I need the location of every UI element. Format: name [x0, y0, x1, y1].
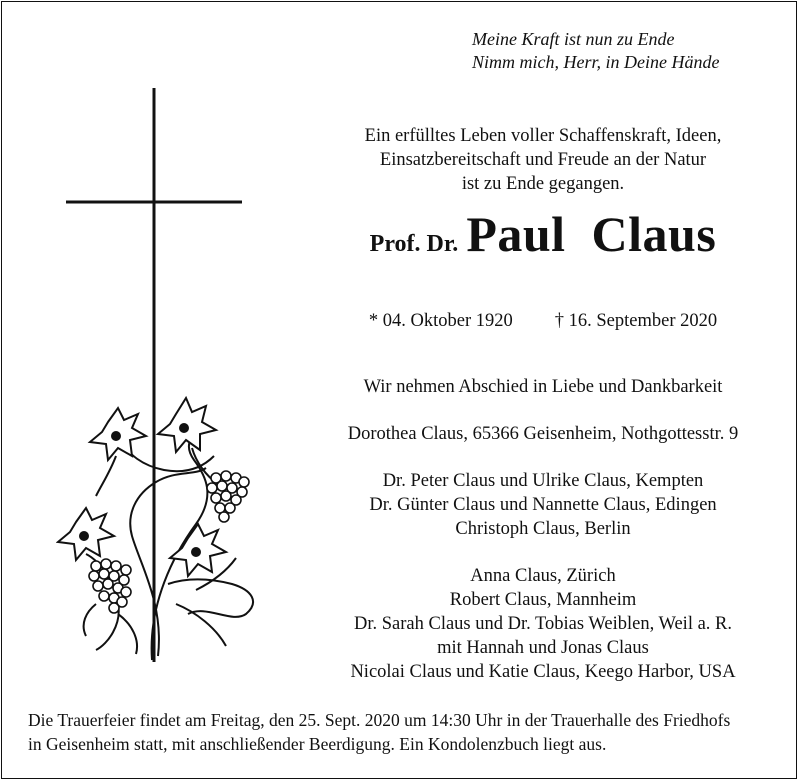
funeral-notice	[28, 708, 778, 756]
birth-date: * 04. Oktober 1920	[368, 311, 513, 331]
death-date: † 16. September 2020	[554, 311, 718, 331]
life-dates	[300, 309, 786, 333]
mourner-line: Dr. Günter Claus und Nannette Claus, Edingen	[369, 495, 717, 515]
mourner-line: mit Hannah und Jonas Claus	[437, 638, 649, 658]
motto-line: Meine Kraft ist nun zu Ende	[472, 29, 675, 49]
children-list	[300, 469, 786, 541]
intro-text	[300, 124, 786, 196]
mourner-line: Christoph Claus, Berlin	[455, 519, 631, 539]
farewell-line: Wir nehmen Abschied in Liebe und Dankbarkeit	[363, 377, 723, 397]
motto-line: Nimm mich, Herr, in Deine Hände	[472, 52, 720, 72]
motto	[472, 28, 719, 74]
widow-line: Dorothea Claus, 65366 Geisenheim, Nothgottesstr. 9	[347, 424, 739, 444]
mourner-line: Dr. Sarah Claus und Dr. Tobias Weiblen, Weil a. R.	[353, 614, 733, 634]
name-main: Paul Claus	[466, 206, 717, 262]
mourner-line: Nicolai Claus und Katie Claus, Keego Harbor, USA	[350, 662, 736, 682]
deceased-name	[300, 206, 786, 262]
intro-line: ist zu Ende gegangen.	[461, 174, 625, 194]
mourner-line: Anna Claus, Zürich	[470, 566, 616, 586]
intro-line: Ein erfülltes Leben voller Schaffenskraft, Ideen,	[364, 126, 722, 146]
mourner-line: Robert Claus, Mannheim	[449, 590, 637, 610]
funeral-notice-line: in Geisenheim statt, mit anschließender Beerdigung. Ein Kondolenzbuch liegt aus.	[28, 734, 607, 754]
mourner-line: Dr. Peter Claus und Ulrike Claus, Kempten	[382, 471, 704, 491]
name-title-prefix: Prof. Dr.	[369, 231, 459, 257]
grandchildren-list	[300, 564, 786, 684]
funeral-notice-line: Die Trauerfeier findet am Freitag, den 25. Sept. 2020 um 14:30 Uhr in der Trauerhalle des Friedhofs	[28, 710, 731, 730]
intro-line: Einsatzbereitschaft und Freude an der Natur	[379, 150, 707, 170]
cross-with-grapevine-icon	[56, 84, 276, 674]
